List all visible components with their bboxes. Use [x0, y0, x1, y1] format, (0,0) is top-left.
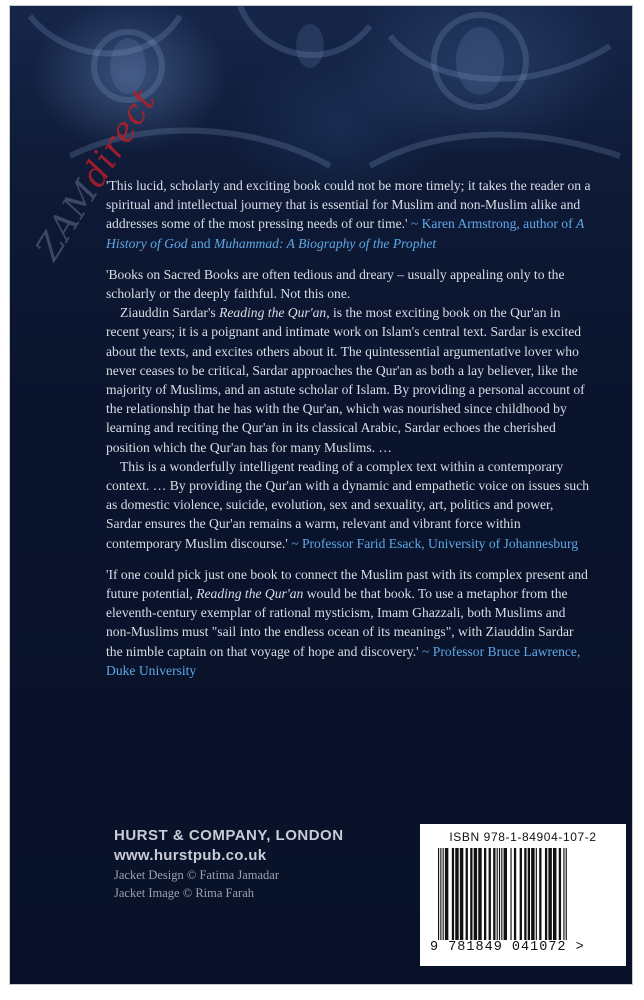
barcode-bar: [478, 848, 481, 940]
barcode-bar: [470, 848, 472, 940]
barcode-bar: [539, 848, 541, 940]
publisher-info: [114, 826, 344, 902]
barcode-digits: 9 781849 041072 >: [430, 940, 585, 955]
barcode-bar: [504, 848, 507, 940]
quote-paragraph: This is a wonderfully intelligent reading of a complex text within a contemporary context. … By providing the Qur'an with a dynamic and empathetic voice on issues such as domestic violence, suicide, evolution, sex and sexuality, art, politics and power, Sardar ensures the Qur'an remains a warm, relevant and vibrant force within contemporary Muslim discourse.' ~ Professor Farid Esack, University of Johannesburg: [106, 458, 590, 551]
image-credit: Jacket Image © Rima Farah: [114, 886, 255, 900]
quote-paragraph: Ziauddin Sardar's Reading the Qur'an, is the most exciting book on the Qur'an in recent years; it is a poignant and intimate work on Islam's central text. Sardar is excited about the texts, and excites others about it. The quintessential argumentative lover who never ceases to be critical, Sardar approaches the Qur'an as both a lay believer, like the majority of Muslims, and an astute scholar of Islam. By providing a personal account of the relationship that he has with the Qur'an, which was nourished since childhood by learning and reciting the Qur'an in its classical Arabic, Sardar echoes the cherished position which the Qur'an has for many Muslims. …: [106, 305, 585, 455]
barcode-bar: [553, 848, 556, 940]
quote-lawrence: 'If one could pick just one book to connect the Muslim past with its complex present and future potential, Reading the Qur'an would be that book. To use a metaphor from the eleventh-century exemplar of rational mysticism, Imam Ghazzali, both Muslims and non-Muslims must "sail into the endless ocean of its meanings", with Ziauddin Sardar the nimble captain on that voyage of hope and discovery.' ~ Professor Bruce Lawrence, Duke University: [106, 566, 588, 678]
quote-text: 'This lucid, scholarly and exciting book could not be more timely; it takes the reader on a spiritual and intellectual journey that is essential for Muslim and non-Muslim alike and addresses some of the most pressing needs of our time.': [106, 178, 591, 232]
barcode-bar: [499, 848, 500, 940]
barcode-bar: [489, 848, 491, 940]
barcode-bar: [484, 848, 486, 940]
barcode-bar: [497, 848, 498, 940]
barcode-bar: [510, 848, 511, 940]
barcode-bar: [566, 848, 567, 940]
barcode-bar: [501, 848, 502, 940]
design-credit: Jacket Design © Fatima Jamadar: [114, 868, 280, 882]
barcode-bar: [514, 848, 516, 940]
barcode-bar: [548, 848, 551, 940]
barcode-bar: [493, 848, 495, 940]
barcode-bar: [536, 848, 537, 940]
publisher-name: HURST & COMPANY, LONDON: [114, 827, 344, 844]
quote-armstrong: [106, 176, 592, 253]
barcode-bar: [440, 848, 441, 940]
barcode-bar: [438, 848, 439, 940]
barcode-bar: [460, 848, 463, 940]
barcode-bar: [545, 848, 547, 940]
quote-attribution: ~ Professor Bruce Lawrence, Duke University: [106, 643, 581, 678]
barcode-bar: [443, 848, 444, 940]
barcode-bar: [455, 848, 458, 940]
barcode-bar: [474, 848, 477, 940]
barcode-bar: [531, 848, 534, 940]
review-quotes: [106, 176, 592, 692]
barcode-bar: [445, 848, 448, 940]
quote-esack: [106, 265, 592, 553]
publisher-url: www.hurstpub.co.uk: [114, 847, 267, 864]
watermark: ZAMdirect: [28, 81, 165, 268]
isbn-label: ISBN 978-1-84904-107-2: [449, 830, 597, 844]
quote-attribution: ~ Karen Armstrong, author of A History of God and Muhammad: A Biography of the Prophet: [106, 216, 585, 251]
barcode-bar: [563, 848, 564, 940]
barcode-bar: [528, 848, 530, 940]
book-back-cover: [10, 6, 632, 984]
quote-attribution: ~ Professor Farid Esack, University of Johannesburg: [291, 535, 579, 551]
barcode-panel: [420, 824, 626, 966]
barcode-bar: [524, 848, 526, 940]
barcode-bar: [452, 848, 454, 940]
barcode-bars: [434, 848, 612, 940]
barcode-bar: [466, 848, 468, 940]
barcode-bar: [559, 848, 561, 940]
barcode-bar: [520, 848, 522, 940]
quote-paragraph: 'Books on Sacred Books are often tedious and dreary – usually appealing only to the scholarly or the deeply faithful. Not this one.: [106, 266, 565, 302]
